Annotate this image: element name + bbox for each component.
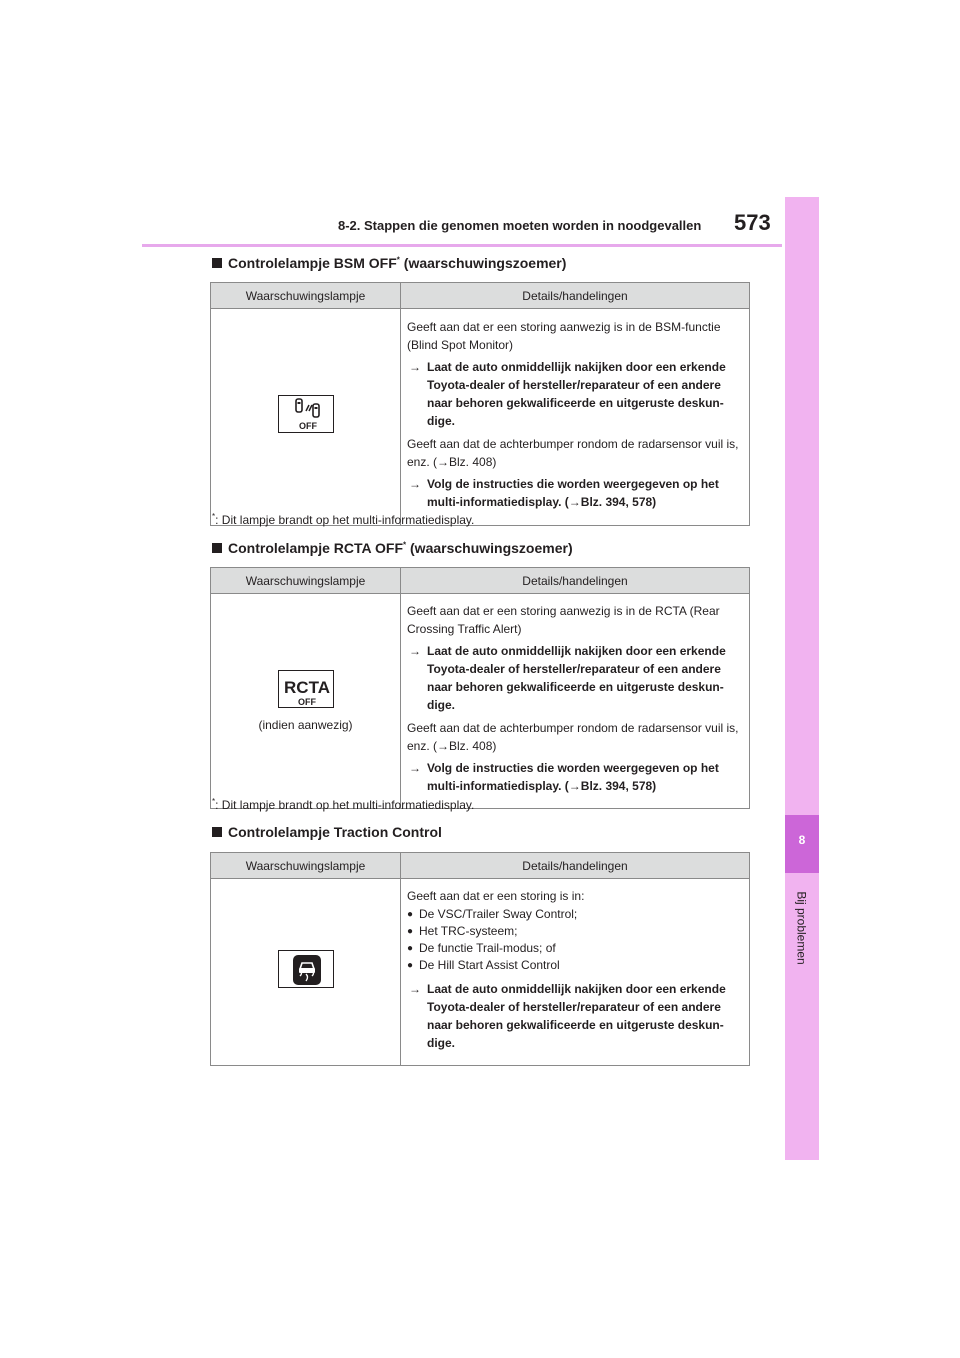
detail-text: Geeft aan dat er een storing is in:	[407, 889, 585, 903]
list-item	[407, 923, 743, 940]
detail-text: Geeft aan dat de achterbumper rondom de radarsensor vuil is, enz. (→Blz. 408)	[407, 721, 739, 753]
action-text: Laat de auto onmiddellijk nakijken door een erkende Toyota-dealer of hersteller/reparateur of een andere naar behoren gekwalificeerde en uitgeruste deskun-dige.	[427, 982, 726, 1050]
chapter-label-text: Bij problemen	[795, 891, 809, 965]
arrow-right-icon: →	[409, 761, 421, 775]
col-header-light: Waarschuwingslampje	[211, 568, 401, 594]
table-row	[211, 309, 750, 526]
list-item-text: De Hill Start Assist Control	[419, 958, 560, 972]
action-text: Volg de instructies die worden weergegeven op het multi-informatiedisplay. (→Blz. 394, 578)	[427, 761, 719, 793]
rcta-off-icon	[278, 670, 334, 708]
heading-sup: *	[403, 540, 407, 550]
list-item-text: Het TRC-systeem;	[419, 924, 518, 938]
action-text: Volg de instructies die worden weergegeven op het multi-informatiedisplay. (→Blz. 394, 578)	[427, 477, 719, 509]
arrow-right-icon: →	[409, 982, 421, 996]
footnote-text: : Dit lampje brandt op het multi-informatiedisplay.	[215, 513, 475, 527]
action-text: Laat de auto onmiddellijk nakijken door een erkende Toyota-dealer of hersteller/reparateur of een andere naar behoren gekwalificeerde en uitgeruste deskun-dige.	[427, 644, 726, 712]
col-header-light: Waarschuwingslampje	[211, 283, 401, 309]
table-header-row	[211, 283, 750, 309]
footnote-rcta	[212, 797, 474, 812]
footnote-mark: *	[212, 512, 216, 521]
icon-cell	[211, 594, 401, 809]
detail-text: Geeft aan dat er een storing aanwezig is in de RCTA (Rear Crossing Traffic Alert)	[407, 604, 720, 636]
chapter-side-tab	[785, 197, 819, 1160]
warning-table-rcta	[210, 567, 750, 809]
action-item	[407, 358, 743, 430]
table-header-row	[211, 853, 750, 879]
heading-text: Controlelampje Traction Control	[228, 824, 442, 840]
bullet-icon: ●	[407, 926, 414, 937]
heading-suffix: (waarschuwingszoemer)	[406, 540, 573, 556]
list-item	[407, 906, 743, 923]
detail-text: Geeft aan dat er een storing aanwezig is in de BSM-functie (Blind Spot Monitor)	[407, 320, 721, 352]
details-cell	[401, 309, 750, 526]
page-number: 573	[734, 210, 771, 235]
list-item	[407, 957, 743, 974]
list-item-text: De functie Trail-modus; of	[419, 941, 556, 955]
warning-table-traction	[210, 852, 750, 1066]
action-item	[407, 980, 743, 1052]
rcta-icon-label: RCTA	[283, 678, 330, 697]
details-cell	[401, 879, 750, 1066]
arrow-right-icon: →	[409, 360, 421, 374]
table-row	[211, 594, 750, 809]
footnote-text: : Dit lampje brandt op het multi-informatiedisplay.	[215, 798, 475, 812]
square-bullet-icon	[212, 543, 222, 553]
detail-text: Geeft aan dat de achterbumper rondom de radarsensor vuil is, enz. (→Blz. 408)	[407, 437, 739, 469]
col-header-details: Details/handelingen	[401, 853, 750, 879]
warning-table-bsm	[210, 282, 750, 526]
traction-control-glyph	[279, 951, 335, 989]
bullet-icon: ●	[407, 960, 414, 971]
action-item	[407, 759, 743, 795]
col-header-details: Details/handelingen	[401, 568, 750, 594]
section-heading-traction	[212, 824, 442, 840]
icon-cell	[211, 309, 401, 526]
footnote-mark: *	[212, 797, 216, 806]
bsm-icon-label: OFF	[298, 421, 317, 431]
col-header-details: Details/handelingen	[401, 283, 750, 309]
chapter-number: 8	[798, 833, 806, 847]
square-bullet-icon	[212, 258, 222, 268]
header-rule	[142, 244, 782, 247]
action-item	[407, 642, 743, 714]
rcta-icon-off-label: OFF	[297, 697, 316, 707]
section-heading-bsm	[212, 255, 566, 271]
section-header-title: 8-2. Stappen die genomen moeten worden in noodgevallen	[338, 218, 702, 233]
rcta-off-glyph	[279, 671, 335, 709]
chapter-label	[786, 883, 818, 973]
list-item-text: De VSC/Trailer Sway Control;	[419, 907, 578, 921]
footnote-bsm	[212, 512, 474, 527]
arrow-right-icon: →	[409, 644, 421, 658]
bullet-icon: ●	[407, 909, 414, 920]
icon-note: (indien aanwezig)	[258, 718, 353, 732]
col-header-light: Waarschuwingslampje	[211, 853, 401, 879]
bsm-off-icon	[278, 395, 334, 433]
bullet-icon: ●	[407, 943, 414, 954]
action-item	[407, 475, 743, 511]
traction-control-icon	[278, 950, 334, 988]
heading-suffix: (waarschuwingszoemer)	[399, 255, 567, 271]
heading-text: Controlelampje RCTA OFF	[228, 540, 403, 556]
icon-cell	[211, 879, 401, 1066]
details-cell	[401, 594, 750, 809]
square-bullet-icon	[212, 827, 222, 837]
section-heading-rcta	[212, 540, 573, 556]
action-text: Laat de auto onmiddellijk nakijken door een erkende Toyota-dealer of hersteller/reparateur of een andere naar behoren gekwalificeerde en uitgeruste deskun-dige.	[427, 360, 726, 428]
list-item	[407, 940, 743, 957]
heading-sup: *	[396, 255, 400, 265]
arrow-right-icon: →	[409, 477, 421, 491]
heading-text: Controlelampje BSM OFF	[228, 255, 397, 271]
table-row	[211, 879, 750, 1066]
bsm-off-glyph	[279, 396, 335, 434]
table-header-row	[211, 568, 750, 594]
